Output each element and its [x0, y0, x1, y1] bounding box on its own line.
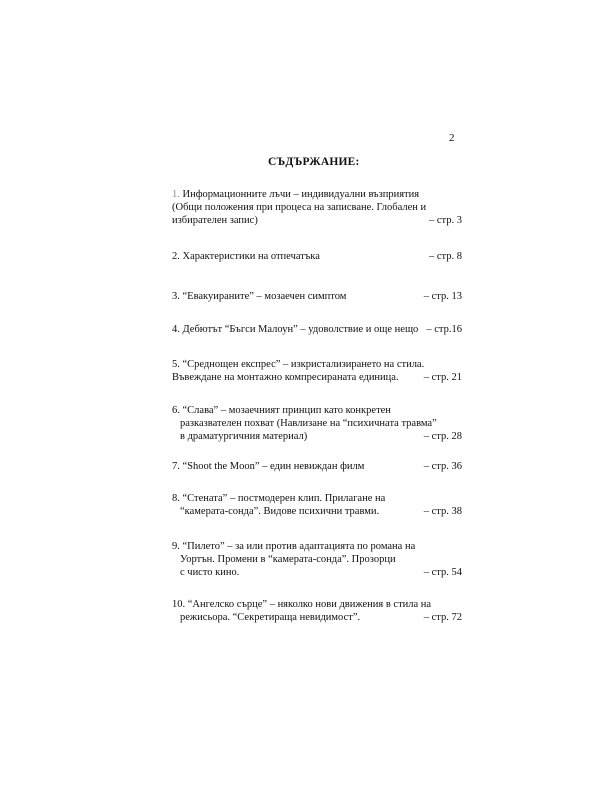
entry-text-line: Информационните лъчи – индивидуални възприятия [182, 189, 420, 200]
entry-text-line: Характеристики на отпечатъка [182, 251, 320, 262]
entry-text-line: в драматургичния материал) [180, 431, 308, 442]
toc-entry-3 [172, 290, 462, 303]
entry-number: 6. [172, 405, 180, 416]
entry-text-line: Уортън. Промени в “камерата-сонда”. Прозорци [180, 554, 396, 565]
page-title: СЪДЪРЖАНИЕ: [268, 156, 360, 168]
toc-entry-1 [172, 188, 462, 227]
entry-text-line: разказвателен похват (Навлизане на “психичната травма” [180, 418, 437, 429]
entry-page: – стр. 8 [428, 251, 462, 262]
entry-page: – стр. 21 [423, 372, 462, 383]
entry-page: – стр. 3 [428, 215, 462, 226]
entry-text-line: с чисто кино. [180, 567, 240, 578]
entry-text-line: Въвеждане на монтажно компресираната единица. [172, 372, 399, 383]
entry-text-line: режисьора. “Секретираща невидимост”. [180, 612, 361, 623]
toc-entry-9 [172, 540, 462, 579]
toc-entry-7 [172, 460, 462, 473]
entry-number: 3. [172, 291, 180, 302]
entry-page: – стр. 28 [423, 431, 462, 442]
entry-number: 4. [172, 324, 180, 335]
entry-text-line: “камерата-сонда”. Видове психични травми. [180, 506, 380, 517]
toc-entry-10 [172, 598, 462, 624]
entry-number: 10. [172, 599, 186, 610]
entry-number: 2. [172, 251, 180, 262]
entry-number: 5. [172, 359, 180, 370]
entry-text-line: “Среднощен експрес” – изкристализирането на стила. [182, 359, 425, 370]
entry-page: – стр.16 [426, 324, 462, 335]
entry-text-line: (Общи положения при процеса на записване. Глобален и [172, 202, 427, 213]
entry-number: 7. [172, 461, 180, 472]
page-number: 2 [449, 132, 455, 144]
toc-entry-2 [172, 250, 462, 263]
toc-entry-5 [172, 358, 462, 384]
entry-number: 1. [172, 189, 180, 200]
toc-entry-6 [172, 404, 462, 443]
entry-page: – стр. 38 [423, 506, 462, 517]
entry-text-line: “Слава” – мозаечният принцип като конкретен [182, 405, 391, 416]
entry-text-line: “Стената” – постмодерен клип. Прилагане на [182, 493, 386, 504]
entry-page: – стр. 13 [423, 291, 462, 302]
entry-page: – стр. 36 [423, 461, 462, 472]
entry-number: 9. [172, 541, 180, 552]
entry-page: – стр. 54 [423, 567, 462, 578]
entry-text-line: Дебютът “Бъгси Малоун” – удоволствие и още нещо [182, 324, 419, 335]
entry-text-line: “Евакуираните” – мозаечен симптом [182, 291, 347, 302]
entry-text-line: “Пилето” – за или против адаптацията по романа на [182, 541, 416, 552]
entry-page: – стр. 72 [423, 612, 462, 623]
entry-text-line: избирателен запис) [172, 215, 258, 226]
entry-text-line: “Shoot the Moon” – един невиждан филм [182, 461, 365, 472]
entry-number: 8. [172, 493, 180, 504]
toc-entry-8 [172, 492, 462, 518]
toc-entry-4 [172, 323, 462, 336]
entry-text-line: “Ангелско сърце” – няколко нови движения в стила на [187, 599, 432, 610]
